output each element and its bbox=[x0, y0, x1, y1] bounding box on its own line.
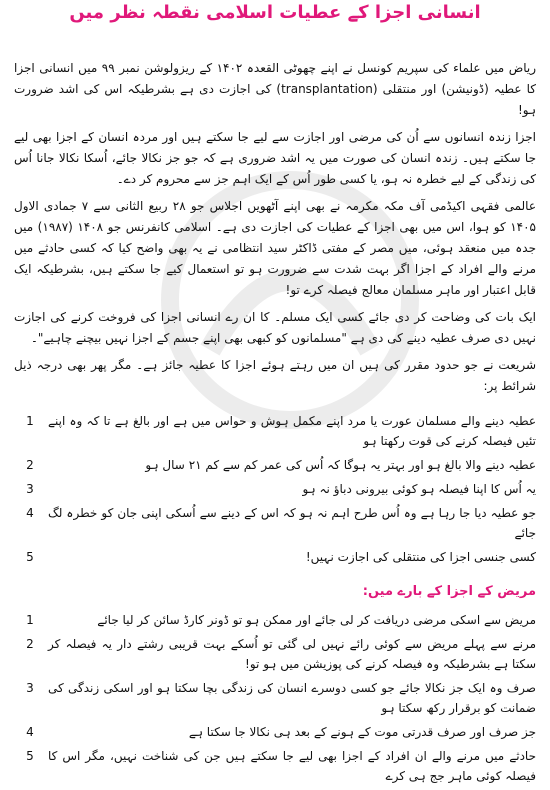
list-item bbox=[14, 503, 536, 543]
list-text: عطیہ دینے والے مسلمان عورت یا مرد اپنے مکمل ہوش و حواس میں ہے اور بالغ ہے تا کہ وہ اپنے تئیں فیصلہ کرنے کی قوت رکھتا ہو bbox=[48, 414, 536, 448]
list-item bbox=[14, 547, 536, 567]
list-number: 3 bbox=[26, 482, 34, 496]
list-number: 2 bbox=[26, 637, 34, 651]
list-item bbox=[14, 411, 536, 451]
list-item bbox=[14, 634, 536, 674]
list-number: 1 bbox=[26, 414, 34, 428]
list-item bbox=[14, 746, 536, 786]
paragraph: ریاض میں علماء کی سپریم کونسل نے اپنے چھوٹی القعدہ ۱۴۰۲ کے ریزولوشن نمبر ۹۹ میں انسانی اجزا کا عطیہ (ڈونیشن) اور منتقلی (transplantation) کی اجازت دی ہے بشرطیکہ اس کی اشد ضرورت ہو! bbox=[14, 61, 537, 117]
list-item bbox=[14, 455, 536, 475]
list-text: کسی جنسی اجزا کی منتقلی کی اجازت نہیں! bbox=[305, 550, 536, 564]
list-number: 4 bbox=[26, 506, 34, 520]
section-heading: مریض کے اجزا کے بارے میں: bbox=[362, 584, 536, 599]
document-body bbox=[14, 58, 536, 790]
list-text: عطیہ دینے والا بالغ ہو اور بہتر یہ ہوگا کہ اُس کی عمر کم سے کم ۲۱ سال ہو bbox=[145, 458, 536, 472]
list-number: 4 bbox=[26, 725, 34, 739]
list-number: 1 bbox=[26, 613, 34, 627]
list-number: 3 bbox=[26, 681, 34, 695]
list-text: مرنے سے پہلے مریض سے کوئی رائے نہیں لی گئی تو اُسکے بہت قریبی رشتے دار یہ فیصلہ کر سکتا ہے بشرطیکہ وہ فیصلہ کرنے کی پوزیشن میں ہو تو! bbox=[48, 637, 536, 671]
page-title: انسانی اجزا کے عطیات اسلامی نقطہ نظر میں bbox=[69, 2, 481, 23]
list-item bbox=[14, 479, 536, 499]
list-number: 5 bbox=[26, 749, 34, 763]
list-item bbox=[14, 678, 536, 718]
paragraph: شریعت نے جو حدود مقرر کی ہیں ان میں رہتے ہوئے اجزا کا عطیہ جائز ہے۔ مگر پھر بھی درجہ ذیل شرائط پر: bbox=[14, 358, 536, 393]
list-item bbox=[14, 610, 536, 630]
list-text: صرف وہ ایک جز نکالا جائے جو کسی دوسرے انسان کی زندگی بچا سکتا ہو اور اسکی زندگی کی ضمانت کو برقرار رکھ سکتا ہو bbox=[48, 681, 536, 715]
paragraph: اجزا زندہ انسانوں سے اُن کی مرضی اور اجازت سے لیے جا سکتے ہیں اور مردہ انسان کے اجزا بھی لیے جا سکتے ہیں۔ زندہ انسان کی صورت میں یہ اشد ضروری ہے کہ جو جز نکالا جائے، اُسکا نکالا جانا اُس کی زندگی کے لیے خطرہ نہ ہو، یا کسی طور اُس کے ایک اہم جز سے محروم کر دے۔ bbox=[14, 130, 536, 186]
list-number: 2 bbox=[26, 458, 34, 472]
list-text: مریض سے اسکی مرضی دریافت کر لی جائے اور ممکن ہو تو ڈونر کارڈ سائن کر لیا جائے bbox=[97, 613, 536, 627]
list-item bbox=[14, 722, 536, 742]
list-text: جو عطیہ دیا جا رہا ہے وہ اُس طرح اہم نہ ہو کہ اس کے دینے سے اُسکی اپنی جان کو خطرہ لگ جائے bbox=[48, 506, 536, 540]
list-text: حادثے میں مرنے والے ان افراد کے اجزا بھی لیے جا سکتے ہیں جن کی شناخت نہیں، مگر اس کا فیصلہ کوئی ماہر جج ہی کرے bbox=[48, 749, 536, 783]
list-text: جز صرف اور صرف قدرتی موت کے ہونے کے بعد ہی نکالا جا سکتا ہے bbox=[188, 725, 536, 739]
patient-points-list bbox=[14, 610, 536, 786]
list-number: 5 bbox=[26, 550, 34, 564]
list-text: یہ اُس کا اپنا فیصلہ ہو کوئی بیرونی دباؤ نہ ہو bbox=[302, 482, 536, 496]
paragraph: ایک بات کی وضاحت کر دی جائے کسی ایک مسلم۔ کا ان رے انسانی اجزا کی فروخت کرنے کی اجازت نہیں دی صرف عطیہ دینے کی دی ہے "مسلمانوں کو کبھی بھی اپنے جسم کے اجزا نہیں بیچنے چاہیے"۔ bbox=[14, 310, 536, 345]
paragraph: عالمی فقہی اکیڈمی آف مکہ مکرمہ نے بھی اپنے آٹھویں اجلاس جو ۲۸ ربیع الثانی سے ۷ جمادی الاول ۱۴۰۵ کو ہوا، اس میں بھی اجزا کے عطیات کی اجازت دی ہے۔ اسلامی کانفرنس جو ۱۴۰۸ (۱۹۸۷) میں جدہ میں منعقد ہوئی، میں مصر کے مفتی ڈاکٹر سید انتظامی نے یہ بھی واضح کیا کہ کسی حادثے میں مرنے والے افراد کے اجزا اگر بہت شدت سے ضرورت ہو تو استعمال کیے جا سکتے ہیں، بشرطیکہ ایک قابل اعتبار اور ماہر مسلمان معالج فیصلہ کرے تو! bbox=[14, 199, 536, 297]
conditions-list bbox=[14, 411, 536, 567]
